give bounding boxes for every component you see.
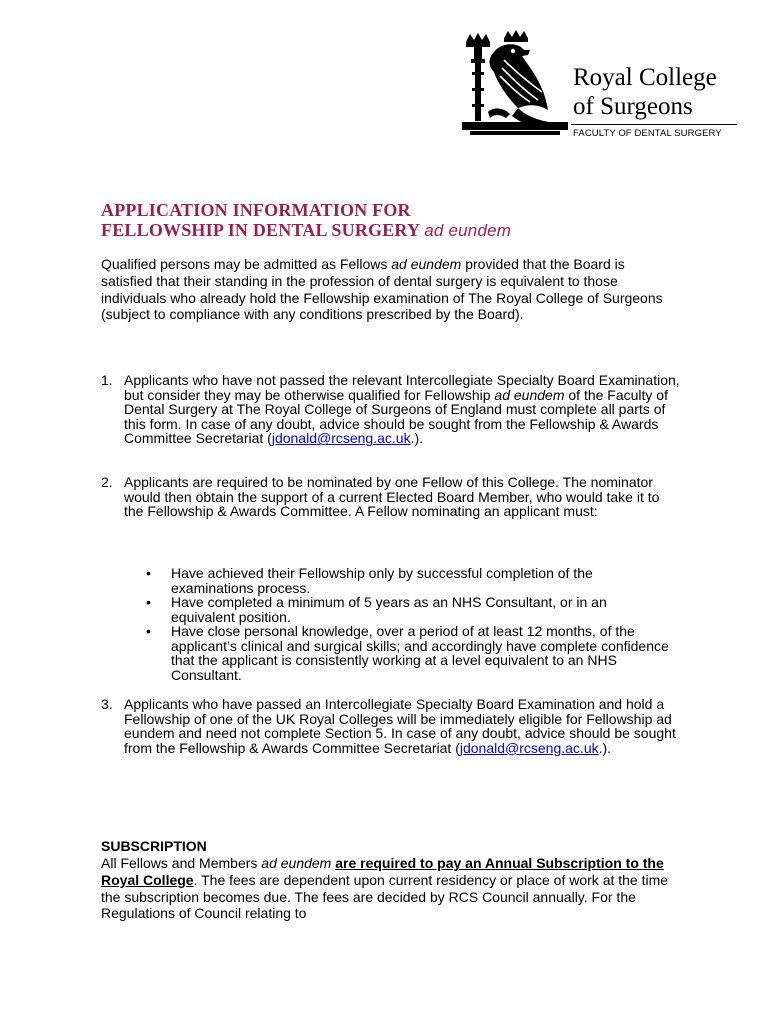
item1-em: ad eundem xyxy=(494,386,565,403)
item1-number: 1. xyxy=(101,372,113,388)
item2-text: Applicants are required to be nominated by one Fellow of this College. The nominator would then obtain the support of a current Elected Board Member, who would take it to the Fellowship & Awards Committee. A Fellow nominating an applicant must: xyxy=(124,474,660,520)
title-line1: APPLICATION INFORMATION FOR xyxy=(101,200,411,220)
item1-text-a: Applicants who have not passed the relevant Intercollegiate Specialty Board Examination, but consider they may be otherwise qualified for Fellowship xyxy=(124,372,680,403)
document-title xyxy=(101,200,511,241)
item1-text xyxy=(124,373,680,446)
item3-text-c: .). xyxy=(598,739,612,756)
item1-text-b: of the Faculty of Dental Surgery at The Royal College of Surgeons of England must complete all parts of this form. In case of any doubt, advice should be sought from the Fellowship & Awards Committee Secretariat ( xyxy=(124,386,668,447)
subscription-bold-text: are required to pay an Annual Subscription to the Royal College xyxy=(101,855,664,888)
subscription-text-b: . The fees are dependent upon current residency or place of work at the time the subscription becomes due. The fees are decided by RCS Council annually. For the Regulations of Council relating to xyxy=(101,871,669,922)
intro-text-a: Qualified persons may be admitted as Fellows xyxy=(101,256,392,272)
brand-divider xyxy=(571,124,737,125)
brand-name-line2: of Surgeons xyxy=(573,93,693,120)
subscription-em: ad eundem xyxy=(261,855,332,871)
subscription-heading: SUBSCRIPTION xyxy=(101,838,207,854)
item3-text xyxy=(124,697,680,755)
crest-icon xyxy=(458,28,570,140)
title-line2-text: FELLOWSHIP IN DENTAL SURGERY xyxy=(101,220,420,240)
intro-paragraph xyxy=(101,256,676,323)
item3-email-link[interactable]: jdonald@rcseng.ac.uk xyxy=(459,739,599,756)
item3-number: 3. xyxy=(101,696,113,712)
item3-text-a: Applicants who have passed an Intercollegiate Specialty Board Examination and hold a Fellowship of one of the UK Royal Colleges will be immediately eligible for Fellowship ad eundem and need not complete Section 5. In case of any doubt, advice should be sought from the Fellowship & Awards Committee Secretariat ( xyxy=(124,696,676,756)
brand-subtitle: FACULTY OF DENTAL SURGERY xyxy=(573,128,722,139)
title-italic: ad eundem xyxy=(424,221,512,240)
item1-text-c: .). xyxy=(410,430,424,447)
bullet-3-symbol: • xyxy=(146,623,151,639)
bullet-1-symbol: • xyxy=(146,565,151,581)
intro-text-b: provided that the Board is satisfied that their standing in the profession of dental surgery is equivalent to those individuals who already hold the Fellowship examination of The Royal College of Surgeons (subject to compliance with any conditions prescribed by the Board). xyxy=(101,256,663,323)
item2-number: 2. xyxy=(101,474,113,490)
rcs-logo xyxy=(458,28,748,148)
item1-email-link[interactable]: jdonald@rcseng.ac.uk xyxy=(271,430,411,447)
bullet-2-symbol: • xyxy=(146,594,151,610)
intro-em: ad eundem xyxy=(391,256,462,272)
brand-name-line1: Royal College xyxy=(573,64,717,91)
bullet-1-text: Have achieved their Fellowship only by successful completion of the examinations process. xyxy=(171,565,593,596)
bullet-2-text: Have completed a minimum of 5 years as an NHS Consultant, or in an equivalent position. xyxy=(171,594,607,625)
title-line2 xyxy=(101,220,511,241)
bullet-3-text: Have close personal knowledge, over a period of at least 12 months, of the applicant’s clinical and surgical skills; and accordingly have complete confidence that the applicant is consistently working at a level equivalent to an NHS Consultant. xyxy=(171,623,669,683)
subscription-text-a: All Fellows and Members xyxy=(101,855,262,871)
subscription-paragraph xyxy=(101,855,676,922)
